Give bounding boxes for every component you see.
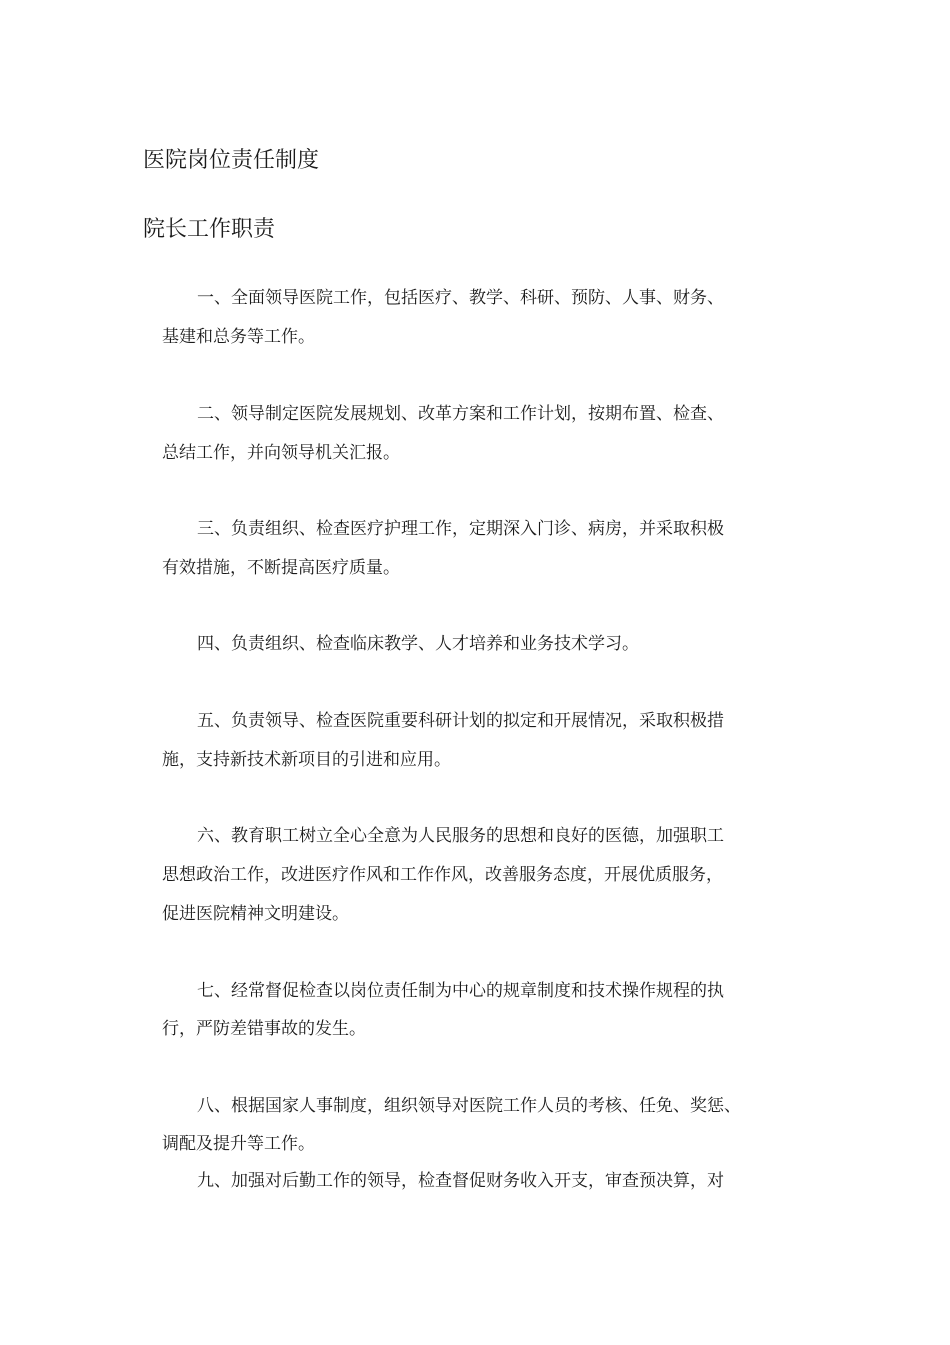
section-title: 院长工作职责 [143,217,276,242]
paragraph-line: 四、负责组织、检查临床教学、人才培养和业务技术学习。 [197,634,639,654]
paragraph-line: 五、负责领导、检查医院重要科研计划的拟定和开展情况，采取积极措 [197,711,724,731]
paragraph-line: 六、教育职工树立全心全意为人民服务的思想和良好的医德，加强职工 [197,826,724,846]
paragraph-line: 思想政治工作，改进医疗作风和工作作风，改善服务态度，开展优质服务， [162,865,723,885]
paragraph-line: 二、领导制定医院发展规划、改革方案和工作计划，按期布置、检查、 [197,404,724,424]
paragraph-line: 调配及提升等工作。 [162,1134,315,1154]
paragraph-line: 七、经常督促检查以岗位责任制为中心的规章制度和技术操作规程的执 [197,981,724,1001]
paragraph-line: 三、负责组织、检查医疗护理工作，定期深入门诊、病房，并采取积极 [197,519,724,539]
paragraph-line: 八、根据国家人事制度，组织领导对医院工作人员的考核、任免、奖惩、 [197,1096,741,1116]
paragraph-line: 一、全面领导医院工作，包括医疗、教学、科研、预防、人事、财务、 [197,288,724,308]
paragraph-line: 有效措施，不断提高医疗质量。 [162,558,400,578]
paragraph-line: 总结工作，并向领导机关汇报。 [162,443,400,463]
paragraph-line: 基建和总务等工作。 [162,327,315,347]
paragraph-line: 促进医院精神文明建设。 [162,904,349,924]
document-title: 医院岗位责任制度 [143,148,320,173]
paragraph-line: 行，严防差错事故的发生。 [162,1019,366,1039]
paragraph-line: 九、加强对后勤工作的领导，检查督促财务收入开支，审查预决算，对 [197,1171,724,1191]
paragraph-line: 施，支持新技术新项目的引进和应用。 [162,750,451,770]
